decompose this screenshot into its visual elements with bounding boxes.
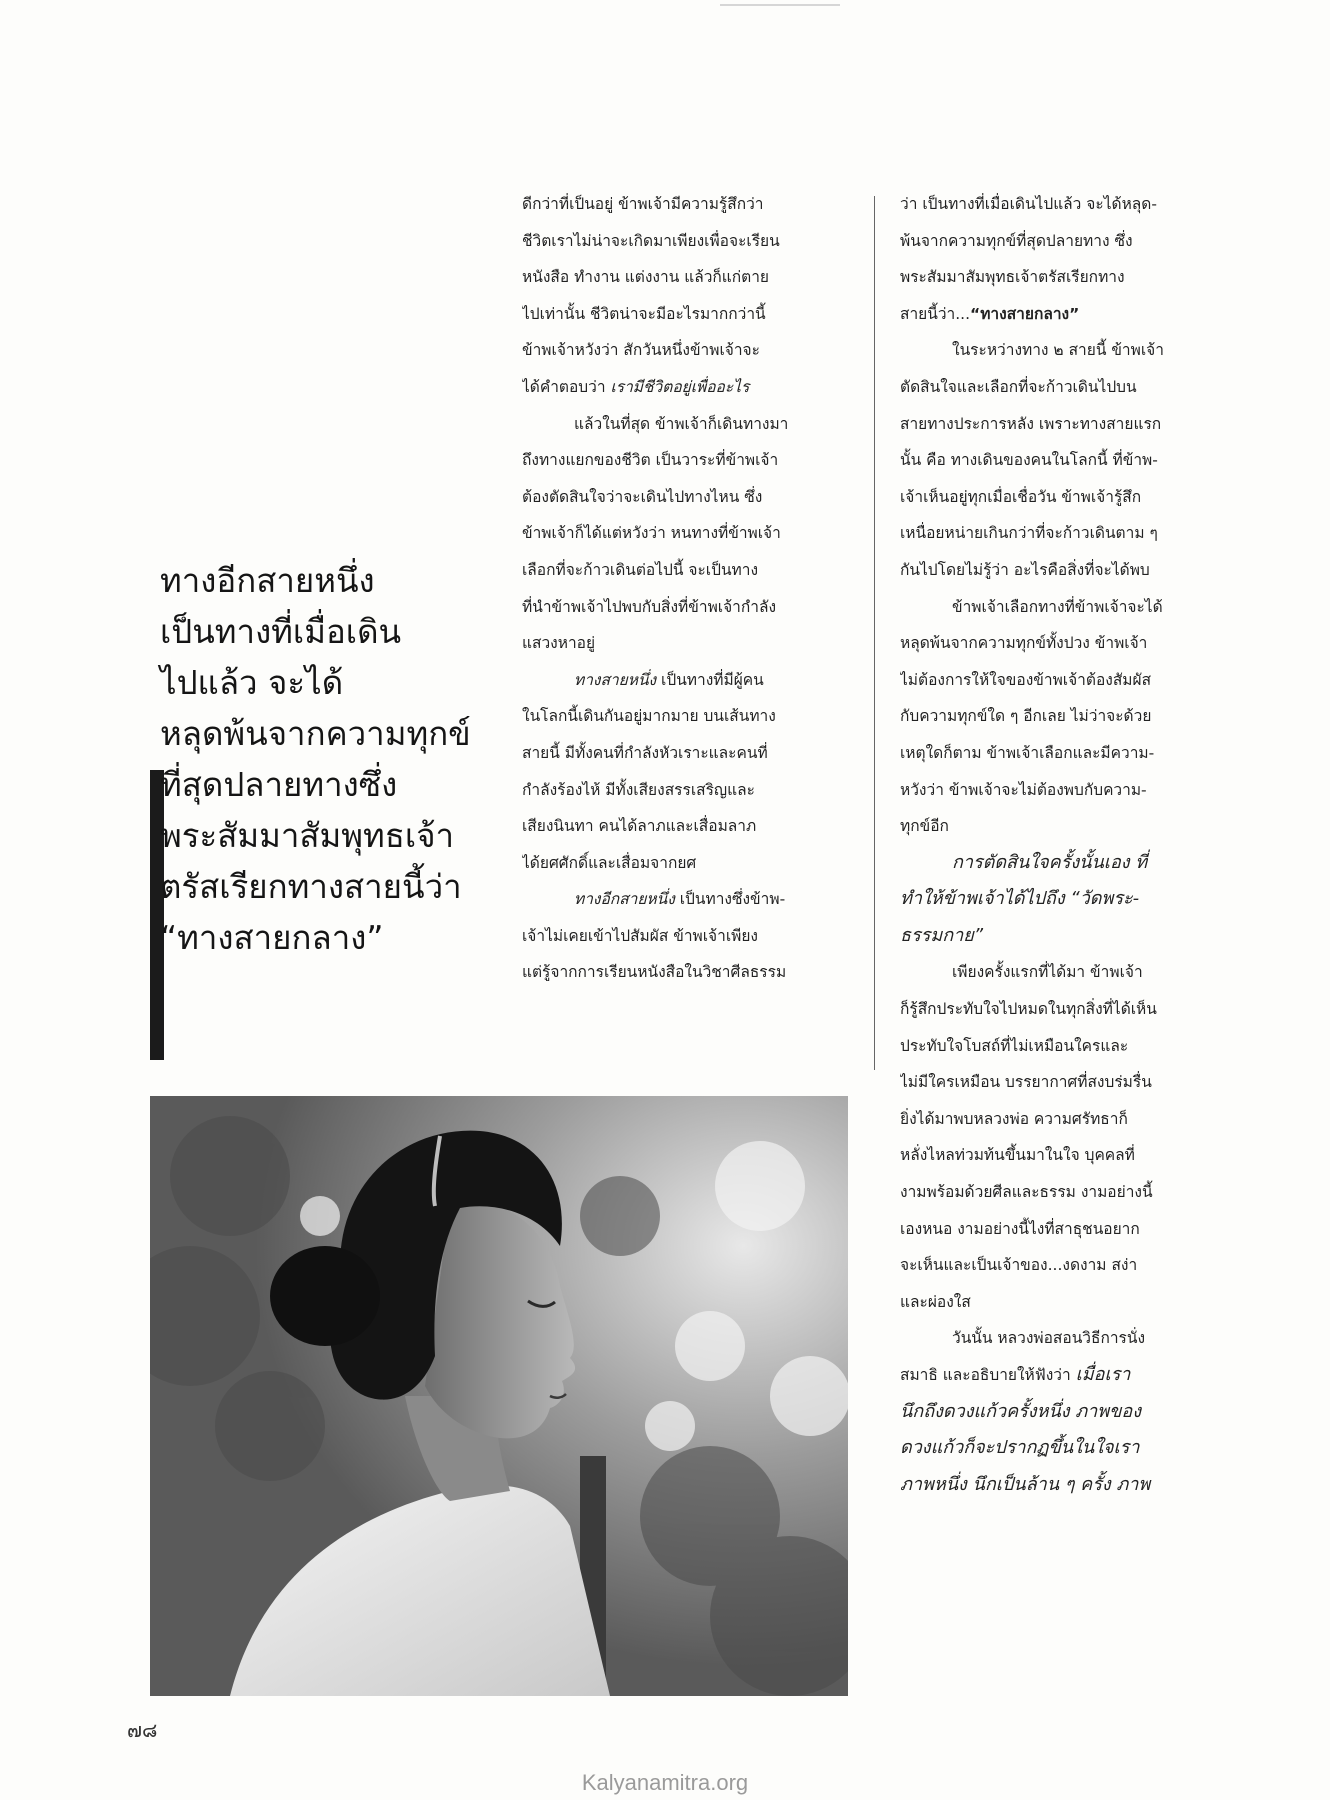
- body-line: เสียงนินทา คนได้ลาภและเสื่อมลาภ: [522, 817, 757, 836]
- body-line: ข้าพเจ้าก็ได้แต่หวังว่า หนทางที่ข้าพเจ้า: [522, 524, 781, 543]
- body-line: แสวงหาอยู่: [522, 634, 596, 653]
- body-line: แล้วในที่สุด ข้าพเจ้าก็เดินทางมา: [574, 414, 789, 433]
- body-line: [900, 296, 1232, 333]
- body-line: ว่า เป็นทางที่เมื่อเดินไปแล้ว จะได้หลุด-: [900, 195, 1157, 213]
- body-line: ธรรมกาย”: [900, 924, 984, 946]
- pull-quote: [160, 555, 500, 963]
- body-line: เหตุใดก็ตาม ข้าพเจ้าเลือกและมีความ-: [900, 743, 1155, 762]
- pull-quote-line: ทางอีกสายหนึ่ง: [160, 561, 375, 600]
- body-line: [522, 369, 848, 406]
- body-line: ไม่มีใครเหมือน บรรยากาศที่สงบร่มรื่น: [900, 1073, 1152, 1092]
- body-line: ทุกข์อีก: [900, 817, 949, 836]
- pull-quote-line: ที่สุดปลายทางซึ่ง: [160, 765, 398, 804]
- body-line: พระสัมมาสัมพุทธเจ้าตรัสเรียกทาง: [900, 268, 1125, 287]
- column-divider: [874, 196, 875, 1070]
- body-line: หลุดพ้นจากความทุกข์ทั้งปวง ข้าพเจ้า: [900, 634, 1148, 653]
- body-line: ไม่ต้องการให้ใจของข้าพเจ้าต้องสัมผัส: [900, 670, 1152, 689]
- body-line: ในโลกนี้เดินกันอยู่มากมาย บนเส้นทาง: [522, 707, 776, 726]
- italic-phrase: ทางสายหนึ่ง: [574, 670, 657, 689]
- body-line: นึกถึงดวงแก้วครั้งหนึ่ง ภาพของ: [900, 1400, 1142, 1422]
- body-line: เลือกที่จะก้าวเดินต่อไปนี้ จะเป็นทาง: [522, 560, 759, 579]
- body-line: ยิ่งได้มาพบหลวงพ่อ ความศรัทธาก็: [900, 1109, 1128, 1128]
- body-line: ข้าพเจ้าหวังว่า สักวันหนึ่งข้าพเจ้าจะ: [522, 341, 760, 360]
- body-line: ภาพหนึ่ง นึกเป็นล้าน ๆ ครั้ง ภาพ: [900, 1473, 1151, 1495]
- body-line: การตัดสินใจครั้งนั้นเอง ที่: [952, 851, 1148, 873]
- body-line: ประทับใจโบสถ์ที่ไม่เหมือนใครและ: [900, 1036, 1129, 1055]
- body-line: ถึงทางแยกของชีวิต เป็นวาระที่ข้าพเจ้า: [522, 451, 779, 470]
- pull-quote-line: พระสัมมาสัมพุทธเจ้า: [160, 816, 455, 855]
- body-line: ในระหว่างทาง ๒ สายนี้ ข้าพเจ้า: [952, 341, 1164, 360]
- italic-phrase: ทางอีกสายหนึ่ง: [574, 890, 675, 909]
- italic-phrase: เมื่อเรา: [1075, 1364, 1131, 1385]
- body-line: กำลังร้องไห้ มีทั้งเสียงสรรเสริญและ: [522, 780, 755, 799]
- body-line: ทำให้ข้าพเจ้าได้ไปถึง “วัดพระ-: [900, 888, 1140, 910]
- body-line: นั้น คือ ทางเดินของคนในโลกนี้ ที่ข้าพ-: [900, 451, 1158, 470]
- pull-quote-line: ตรัสเรียกทางสายนี้ว่า: [160, 867, 462, 906]
- body-line: กันไปโดยไม่รู้ว่า อะไรคือสิ่งที่จะได้พบ: [900, 560, 1150, 579]
- body-line: เหนื่อยหน่ายเกินกว่าที่จะก้าวเดินตาม ๆ: [900, 524, 1158, 543]
- body-line: แต่รู้จากการเรียนหนังสือในวิชาศีลธรรม: [522, 963, 787, 982]
- body-line: ข้าพเจ้าเลือกทางที่ข้าพเจ้าจะได้: [952, 597, 1163, 616]
- body-line: ที่นำข้าพเจ้าไปพบกับสิ่งที่ข้าพเจ้ากำลัง: [522, 597, 777, 616]
- page-number: ๗๘: [127, 1718, 158, 1742]
- body-line: [900, 1357, 1232, 1394]
- photo-of-woman-meditating: [150, 1096, 848, 1696]
- body-text: เป็นทางที่มีผู้คน: [656, 670, 764, 689]
- body-line: ต้องตัดสินใจว่าจะเดินไปทางไหน ซึ่ง: [522, 487, 763, 506]
- pull-quote-line: เป็นทางที่เมื่อเดิน: [160, 612, 402, 651]
- body-line: เพียงครั้งแรกที่ได้มา ข้าพเจ้า: [952, 963, 1143, 982]
- body-line: ชีวิตเราไม่น่าจะเกิดมาเพียงเพื่อจะเรียน: [522, 231, 780, 250]
- body-text: สมาธิ และอธิบายให้ฟังว่า: [900, 1366, 1076, 1384]
- pull-quote-line: “ทางสายกลาง”: [160, 918, 384, 957]
- body-line: ไปเท่านั้น ชีวิตน่าจะมีอะไรมากกว่านี้: [522, 304, 766, 323]
- body-line: งามพร้อมด้วยศีลและธรรม งามอย่างนี้: [900, 1183, 1153, 1202]
- body-line: [522, 662, 848, 699]
- body-line: ก็รู้สึกประทับใจไปหมดในทุกสิ่งที่ได้เห็น: [900, 1000, 1157, 1019]
- pull-quote-line: ไปแล้ว จะได้: [160, 663, 344, 702]
- body-line: เองหนอ งามอย่างนี้ไงที่สาธุชนอยาก: [900, 1219, 1140, 1238]
- body-column-middle: [522, 186, 848, 991]
- body-column-right: [900, 186, 1232, 1503]
- body-line: ดวงแก้วก็จะปรากฏขึ้นในใจเรา: [900, 1437, 1140, 1459]
- body-line: และผ่องใส: [900, 1292, 971, 1311]
- body-text: สายนี้ว่า...: [900, 304, 971, 323]
- scan-mark: [720, 4, 840, 6]
- bold-phrase: “ทางสายกลาง”: [970, 304, 1080, 323]
- body-line: สายนี้ มีทั้งคนที่กำลังหัวเราะและคนที่: [522, 743, 768, 762]
- body-line: หลั่งไหลท่วมท้นขึ้นมาในใจ บุคคลที่: [900, 1146, 1135, 1165]
- body-line: เจ้าเห็นอยู่ทุกเมื่อเชื่อวัน ข้าพเจ้ารู้สึก: [900, 487, 1142, 506]
- body-line: หนังสือ ทำงาน แต่งงาน แล้วก็แก่ตาย: [522, 268, 770, 287]
- italic-phrase: เรามีชีวิตอยู่เพื่ออะไร: [610, 377, 750, 396]
- body-line: เจ้าไม่เคยเข้าไปสัมผัส ข้าพเจ้าเพียง: [522, 926, 758, 945]
- body-line: วันนั้น หลวงพ่อสอนวิธีการนั่ง: [952, 1329, 1146, 1348]
- body-line: ได้ยศศักดิ์และเสื่อมจากยศ: [522, 853, 697, 872]
- body-text: เป็นทางซึ่งข้าพ-: [674, 890, 786, 909]
- photo-illustration: [150, 1096, 848, 1696]
- body-line: [522, 881, 848, 918]
- body-line: พ้นจากความทุกข์ที่สุดปลายทาง ซึ่ง: [900, 231, 1133, 250]
- body-line: ตัดสินใจและเลือกที่จะก้าวเดินไปบน: [900, 377, 1137, 396]
- body-line: จะเห็นและเป็นเจ้าของ...งดงาม สง่า: [900, 1256, 1138, 1275]
- body-line: สายทางประการหลัง เพราะทางสายแรก: [900, 414, 1162, 433]
- body-line: ดีกว่าที่เป็นอยู่ ข้าพเจ้ามีความรู้สึกว่า: [522, 195, 764, 213]
- body-line: กับความทุกข์ใด ๆ อีกเลย ไม่ว่าจะด้วย: [900, 707, 1152, 726]
- body-text: ได้คำตอบว่า: [522, 377, 611, 396]
- body-line: หวังว่า ข้าพเจ้าจะไม่ต้องพบกับความ-: [900, 780, 1147, 799]
- watermark: Kalyanamitra.org: [581, 1770, 749, 1795]
- pull-quote-line: หลุดพ้นจากความทุกข์: [160, 714, 471, 753]
